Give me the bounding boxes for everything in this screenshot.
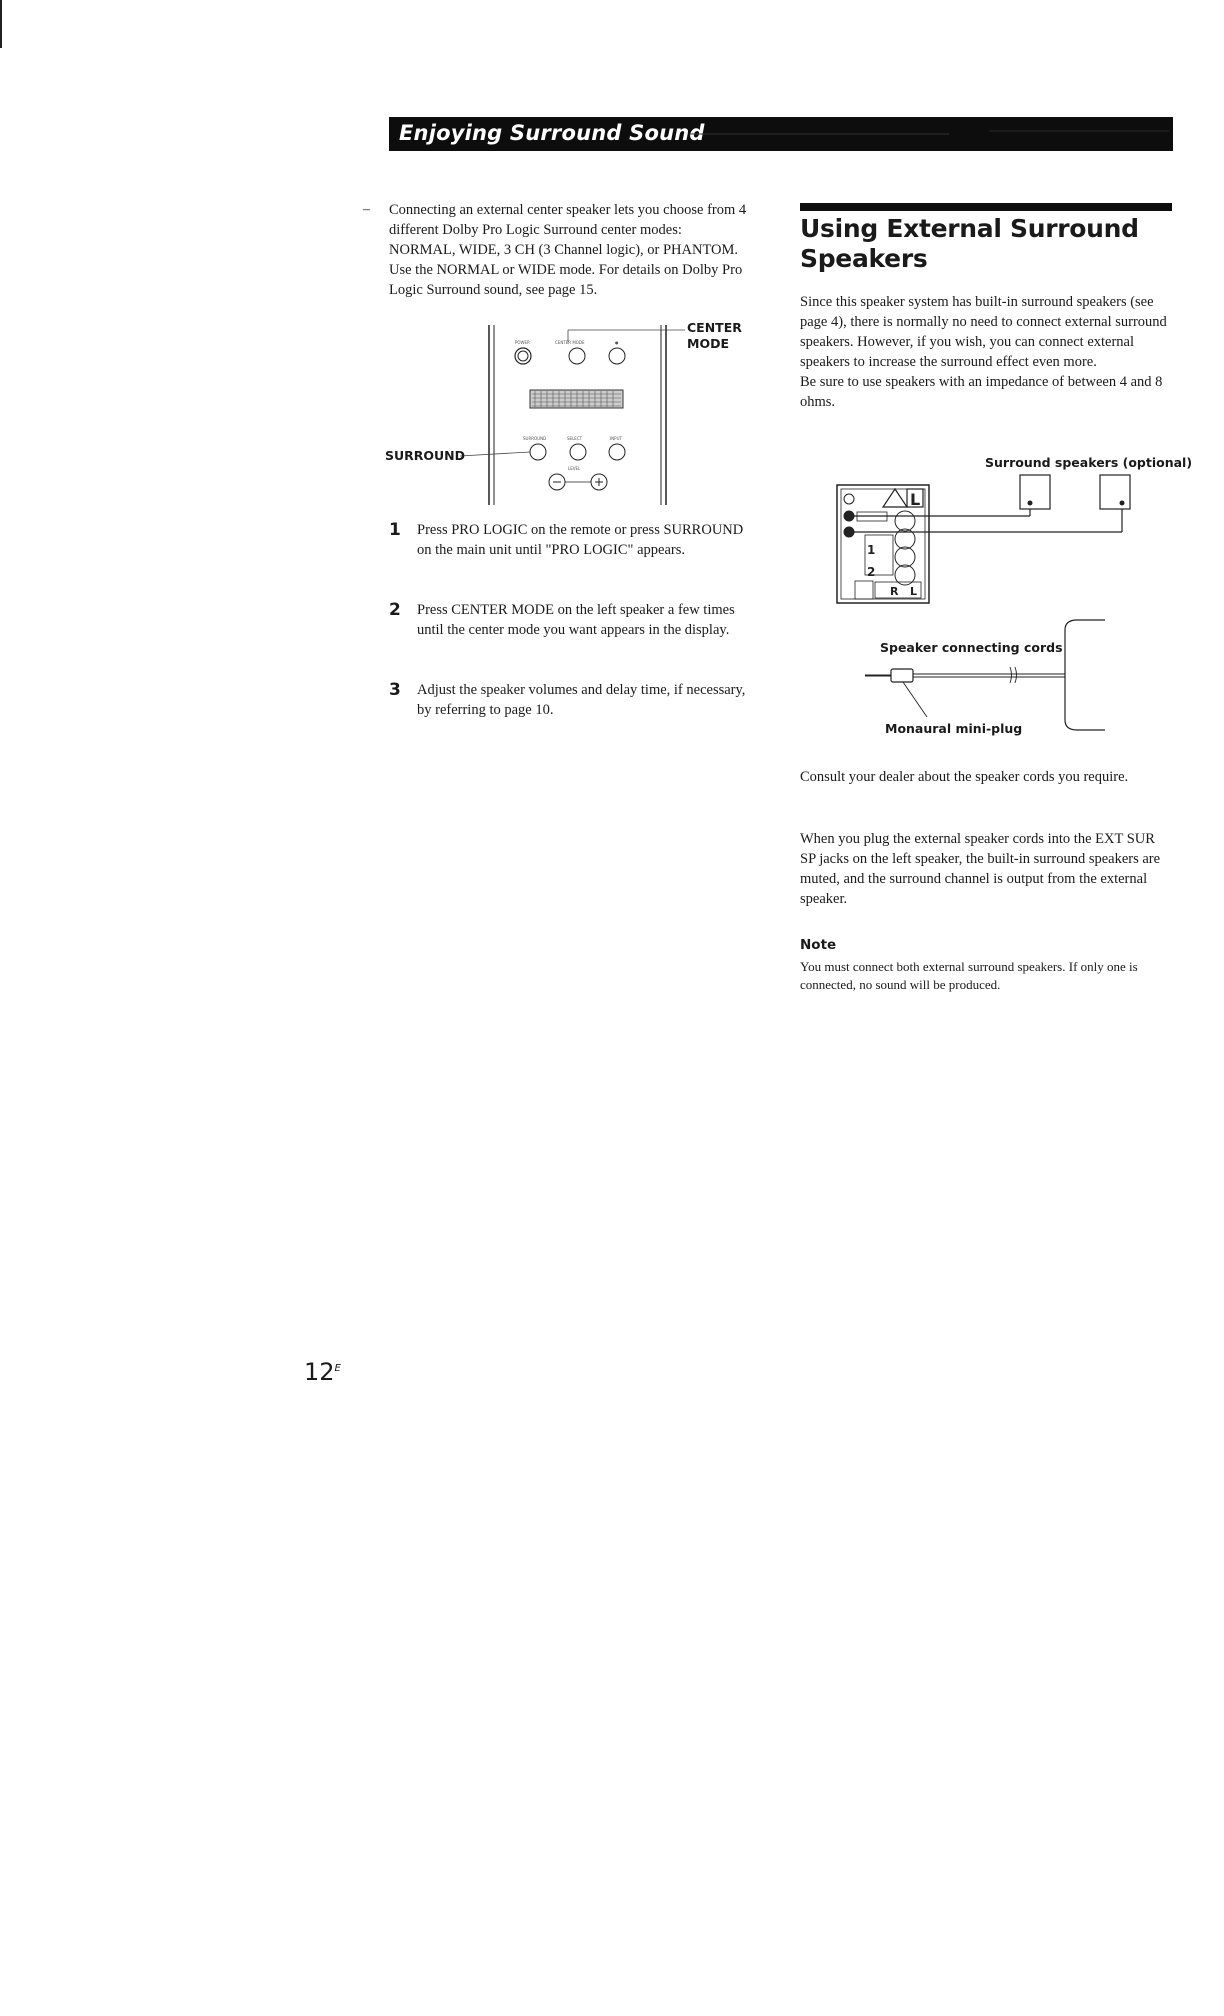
- step-text: Press CENTER MODE on the left speaker a few times until the center mode you want appears in the display.: [417, 602, 735, 638]
- svg-text:●: ●: [615, 340, 619, 345]
- page-number-suffix: E: [334, 1363, 341, 1374]
- svg-text:2: 2: [867, 565, 876, 579]
- svg-text:SURROUND: SURROUND: [523, 436, 547, 441]
- step-number: 3: [389, 680, 401, 700]
- svg-text:LEVEL: LEVEL: [568, 466, 581, 471]
- svg-text:POWER: POWER: [515, 340, 530, 345]
- svg-text:CENTER MODE: CENTER MODE: [555, 340, 585, 345]
- surround-label: SURROUND: [385, 448, 466, 463]
- speaker-control-panel-illustration: [385, 320, 745, 510]
- intro-paragraph-right: [800, 292, 1172, 412]
- note-text: You must connect both external surround speakers. If only one is connected, no sound will be produced.: [800, 959, 1138, 992]
- ext-sur-paragraph: When you plug the external speaker cords into the EXT SUR SP jacks on the left speaker, the built-in surround speakers are muted, and the surround channel is output from the external speaker.: [800, 831, 1161, 907]
- jack-l: L: [910, 585, 918, 598]
- section-header-bar: [389, 117, 1173, 151]
- section-title: Using External Surround Speakers: [800, 214, 1139, 273]
- center-mode-label: CENTER MODE: [687, 320, 742, 351]
- svg-text:L: L: [910, 490, 921, 509]
- step-number: 1: [389, 520, 401, 540]
- speaker-cords-label: Speaker connecting cords: [880, 640, 1063, 655]
- section-rule: [800, 203, 1172, 211]
- page-edge-mark: [0, 0, 2, 48]
- svg-text:1: 1: [867, 543, 876, 557]
- header-texture: [389, 117, 1173, 151]
- dealer-paragraph: Consult your dealer about the speaker cords you require.: [800, 769, 1129, 785]
- para-speakers-builtin: Since this speaker system has built-in surround speakers (see page 4), there is normally no need to connect external surround speakers. However, if you wish, you can connect external speakers to increase the surround effect even more.: [800, 294, 1167, 370]
- external-speaker-connection-diagram: [835, 455, 1193, 745]
- svg-text:SELECT: SELECT: [567, 436, 583, 441]
- intro-text: Connecting an external center speaker lets you choose from 4 different Dolby Pro Logic Surround center modes: NORMAL, WIDE, 3 CH (3 Channel logic), or PHANTOM. Use the NORMAL or WIDE mode. For details on Dolby Pro Logic Surround sound, see page 15.: [389, 202, 747, 298]
- page-number: [304, 1358, 341, 1386]
- step-text: Adjust the speaker volumes and delay time, if necessary, by referring to page 10.: [417, 682, 746, 718]
- intro-dash: –: [363, 202, 370, 217]
- intro-paragraph: [363, 200, 749, 300]
- para-impedance: Be sure to use speakers with an impedance of between 4 and 8 ohms.: [800, 374, 1163, 410]
- note-heading: Note: [800, 937, 837, 953]
- mini-plug-label: Monaural mini-plug: [885, 721, 1023, 736]
- surround-speakers-label: Surround speakers (optional): [985, 455, 1193, 470]
- jack-r: R: [890, 585, 899, 598]
- step-number: 2: [389, 600, 401, 620]
- page-number-value: 12: [304, 1358, 335, 1386]
- svg-text:INPUT: INPUT: [610, 436, 622, 441]
- section-header-title: Enjoying Surround Sound: [399, 121, 705, 145]
- step-text: Press PRO LOGIC on the remote or press SURROUND on the main unit until "PRO LOGIC" appears.: [417, 522, 744, 558]
- connection-drawing: [835, 455, 1175, 745]
